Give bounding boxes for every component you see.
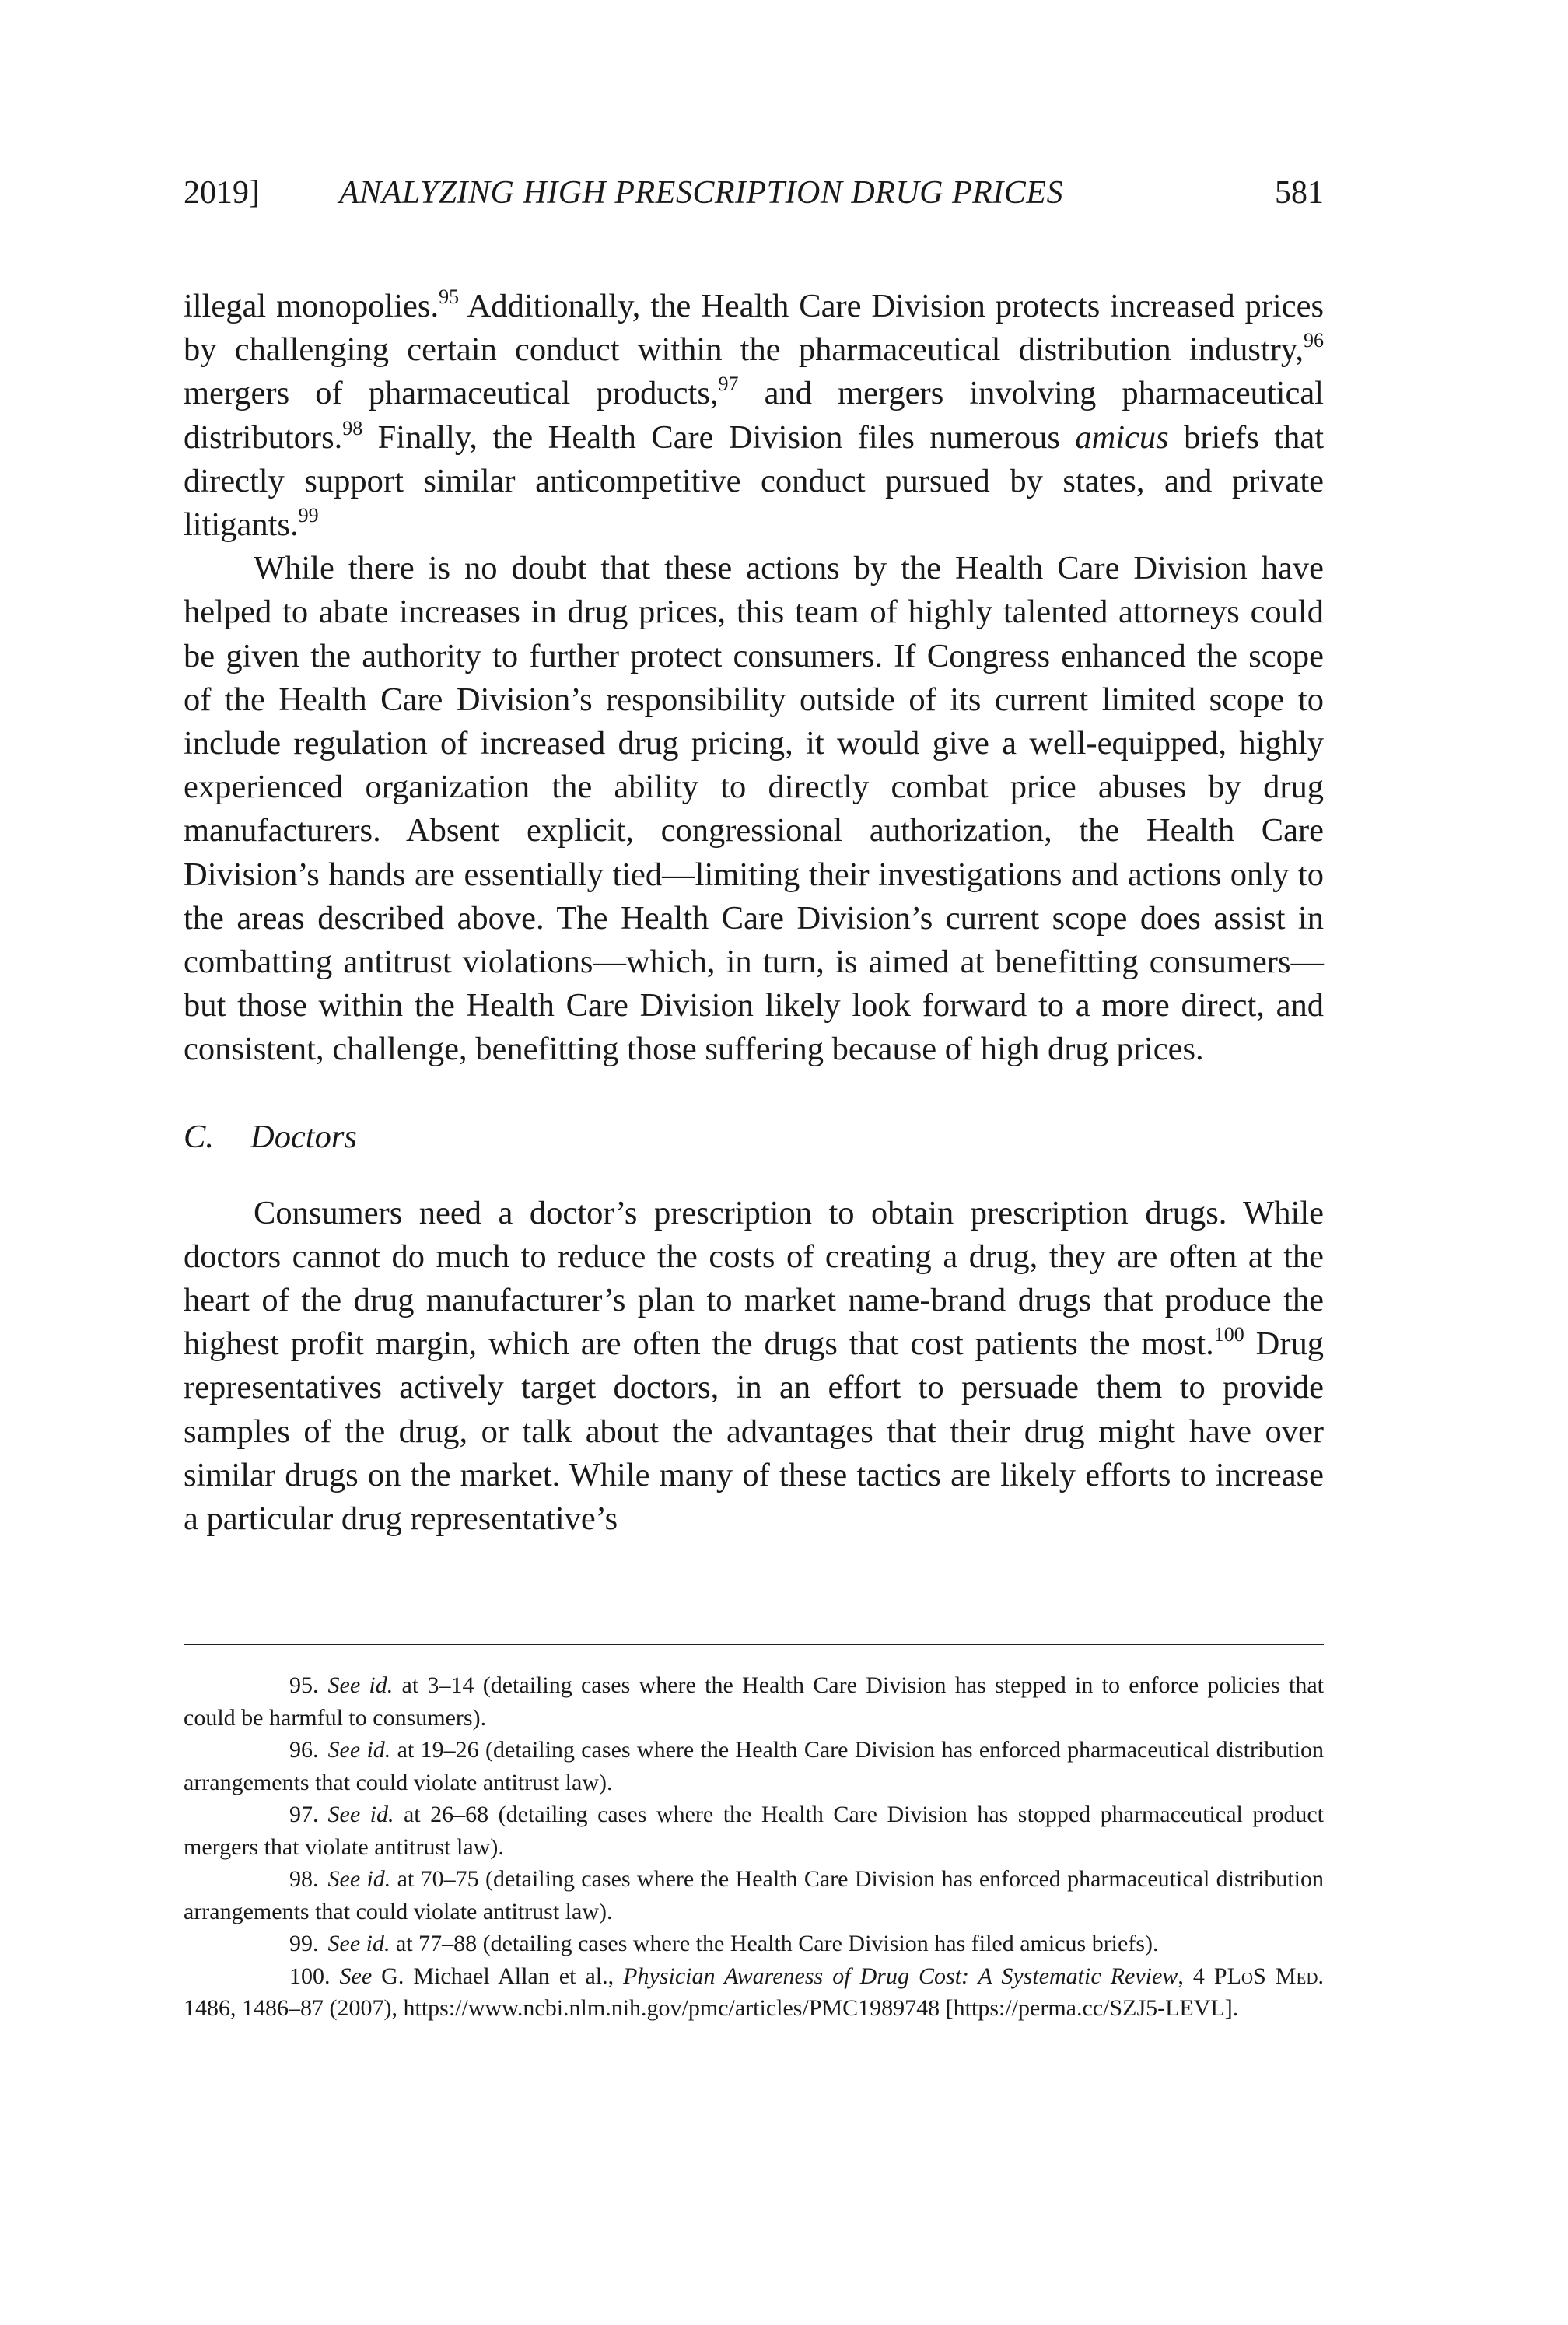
footnote-ref-99[interactable]: 99 (298, 504, 319, 527)
footnote-number: 95. (289, 1672, 319, 1698)
footnote-ref-98[interactable]: 98 (342, 416, 363, 439)
volume-year: 2019] (184, 175, 260, 211)
text-run: Additionally, the Health Care Division protects increased prices by challenging certain conduct within the pharmaceutical distribution industry, (184, 288, 1324, 369)
footnote-number: 99. (289, 1931, 319, 1956)
footnote-text: at 26–68 (detailing cases where the Health Care Division has stopped pharmaceutical product mergers that violate antitrust law). (184, 1802, 1325, 1860)
footnote-ref-97[interactable]: 97 (718, 373, 739, 396)
footnote-97 (184, 1798, 1324, 1863)
section-heading (184, 1115, 1324, 1159)
citation-signal: See id. (327, 1802, 394, 1827)
citation-signal: See id. (327, 1672, 394, 1698)
footnote-98 (184, 1863, 1324, 1928)
paragraph-2: While there is no doubt that these actions by the Health Care Division have helped to abate increases in drug prices, this team of highly talented attorneys could be given the authority to further protect consumers. If Congress enhanced the scope of the Health Care Division’s responsibility outside of its current limited scope to include regulation of increased drug pricing, it would give a well-equipped, highly experienced organization the ability to directly combat price abuses by drug manufacturers. Absent explicit, congressional authorization, the Health Care Division’s hands are essentially tied—limiting their investigations and actions only to the areas described above. The Health Care Division’s current scope does assist in combatting antitrust violations—which, in turn, is aimed at benefitting consumers—but those within the Health Care Division likely look forward to a more direct, and consistent, challenge, benefitting those suffering because of high drug prices. (184, 550, 1324, 1068)
text-run: briefs that directly support similar anticompetitive conduct pursued by states, and private litigants. (184, 418, 1324, 544)
citation-signal: See (339, 1963, 373, 1989)
document-page (184, 0, 1324, 2325)
text-run: Drug representatives actively target doctors, in an effort to persuade them to provide samples of the drug, or talk about the advantages that their drug might have over similar drugs on the market. While many of these tactics are likely efforts to increase a particular drug representative’s (184, 1325, 1324, 1538)
citation-signal: See id. (327, 1737, 391, 1763)
paragraph-1 (184, 285, 1324, 547)
text-run: Finally, the Health Care Division files numerous (362, 418, 1076, 456)
footnote-ref-100[interactable]: 100 (1213, 1323, 1244, 1346)
body-text (184, 285, 1324, 1541)
footnote-divider (184, 1644, 1324, 1645)
footnote-100 (184, 1960, 1324, 2025)
footnote-ref-96[interactable]: 96 (1304, 329, 1324, 352)
footnote-text: at 3–14 (detailing cases where the Health Care Division has stepped in to enforce policies that could be harmful to consumers). (184, 1672, 1324, 1731)
footnote-text[interactable]: 1486, 1486–87 (2007), https://www.ncbi.nlm.nih.gov/pmc/articles/PMC1989748 [https://perma.cc/SZJ5-LEVL]. (184, 1995, 1239, 2021)
text-run: illegal monopolies. (184, 288, 439, 324)
citation-signal: See id. (327, 1931, 390, 1956)
footnote-text: at 19–26 (detailing cases where the Health Care Division has enforced pharmaceutical distribution arrangements that could violate antitrust law). (184, 1737, 1325, 1795)
journal-name: PLoS Med. (1213, 1963, 1324, 1989)
paragraph-3 (184, 1192, 1324, 1542)
citation-signal: See id. (327, 1866, 391, 1892)
footnote-number: 100. (289, 1963, 331, 1989)
footnote-99 (184, 1928, 1324, 1960)
footnote-text: at 77–88 (detailing cases where the Health Care Division has filed amicus briefs). (390, 1931, 1159, 1956)
running-title: ANALYZING HIGH PRESCRIPTION DRUG PRICES (339, 175, 1063, 211)
article-title: Physician Awareness of Drug Cost: A Systematic Review (623, 1963, 1178, 1989)
page-number: 581 (1275, 175, 1324, 211)
text-run: mergers of pharmaceutical products, (184, 375, 719, 412)
section-title: Doctors (250, 1118, 357, 1155)
running-header (184, 170, 1324, 216)
text-run: Consumers need a doctor’s prescription to obtain prescription drugs. While doctors cannot do much to reduce the costs of creating a drug, they are often at the heart of the drug manufacturer’s plan to market name-brand drugs that produce the highest profit margin, which are often the drugs that cost patients the most. (184, 1194, 1324, 1363)
footnote-text: at 70–75 (detailing cases where the Health Care Division has enforced pharmaceutical distribution arrangements that could violate antitrust law). (184, 1866, 1325, 1924)
emphasis-amicus: amicus (1075, 418, 1169, 456)
footnote-number: 97. (289, 1802, 319, 1827)
footnote-text: G. Michael Allan et al., (372, 1963, 624, 1989)
footnote-96 (184, 1734, 1324, 1798)
footnote-number: 98. (289, 1866, 319, 1892)
footnote-ref-95[interactable]: 95 (439, 285, 460, 308)
footnote-95 (184, 1669, 1324, 1734)
footnotes (184, 1669, 1324, 2025)
section-letter: C. (184, 1118, 214, 1155)
text-run: and mergers involving pharmaceutical distributors. (184, 375, 1324, 456)
footnote-number: 96. (289, 1737, 319, 1763)
footnote-text: , 4 (1178, 1963, 1214, 1989)
